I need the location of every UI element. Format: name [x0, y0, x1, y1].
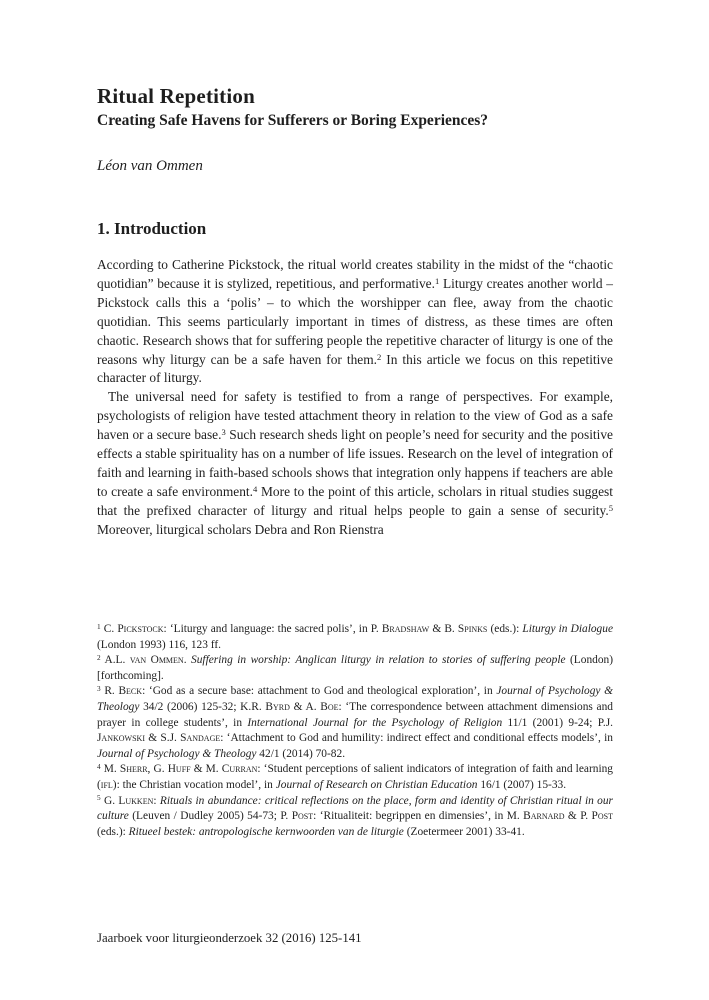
- text-segment: (London 1993) 116, 123 ff.: [97, 638, 222, 651]
- journal-footer: Jaarboek voor liturgieonderzoek 32 (2016) 125-141: [97, 931, 362, 945]
- section-heading-introduction: 1. Introduction: [97, 219, 207, 238]
- italic-title-text: Journal of Research on Christian Education: [275, 778, 478, 791]
- smallcaps-text: Jankowski: [97, 732, 145, 745]
- italic-title-text: International Journal for the Psychology of Religion: [247, 716, 503, 729]
- article-title: Ritual Repetition: [97, 84, 255, 108]
- smallcaps-text: Spinks: [457, 623, 488, 635]
- smallcaps-text: van Ommen: [129, 654, 184, 667]
- footnote-number: 3: [97, 685, 101, 694]
- smallcaps-text: Bradshaw: [381, 623, 430, 635]
- text-segment: (Zoetermeer 2001) 33-41.: [403, 825, 525, 838]
- smallcaps-text: Post: [291, 810, 314, 823]
- footnote-ref: 1: [434, 276, 440, 287]
- text-segment: C.: [103, 623, 118, 635]
- footnote: [97, 762, 613, 793]
- italic-title-text: Rituals in abundance: critical reflections on the place, form and identity of Christian ritual in our culture: [97, 794, 613, 823]
- text-segment: 42/1 (2014) 70-82.: [256, 747, 346, 760]
- text-segment: R.: [104, 685, 119, 698]
- text-segment: : ‘The correspondence between attachment dimensions and prayer in college students’, in: [97, 700, 613, 729]
- text-segment: (eds.):: [487, 623, 523, 635]
- text-segment: & A.: [289, 700, 321, 713]
- footnote-number: 2: [97, 653, 101, 662]
- italic-title-text: Liturgy in Dialogue: [522, 623, 613, 635]
- text-segment: A.L.: [104, 654, 130, 667]
- text-segment: : ‘Student perceptions of salient indicators of integration of faith and learning (: [97, 763, 613, 791]
- smallcaps-text: Pickstock: [117, 623, 164, 635]
- text-segment: & S.J.: [144, 732, 181, 745]
- smallcaps-text: Lukken: [118, 794, 154, 807]
- footnote: [97, 622, 613, 653]
- footnote-ref: 2: [376, 351, 382, 362]
- footnote-number: 4: [97, 763, 101, 772]
- smallcaps-text: Sherr: [119, 763, 148, 776]
- footnotes-block: [97, 622, 613, 840]
- text-segment: 34/2 (2006) 125-32; K.R.: [139, 700, 266, 713]
- paragraph: [97, 256, 613, 388]
- italic-title-text: Ritueel bestek: antropologische kernwoorden van de liturgie: [128, 825, 404, 838]
- smallcaps-text: ifl: [100, 778, 113, 791]
- text-segment: : ‘God as a secure base: attachment to God and theological exploration’, in: [142, 685, 497, 698]
- text-segment: Moreover, liturgical scholars Debra and Ron Rienstra: [97, 521, 384, 537]
- italic-title-text: Journal of Psychology & Theology: [97, 747, 257, 760]
- text-segment: (Leuven / Dudley 2005) 54-73; P.: [128, 810, 292, 823]
- footnote: [97, 794, 613, 841]
- text-segment: G.: [103, 794, 119, 807]
- text-segment: The universal need for safety is testified to from a range of perspectives. For example, psychologists of religion have tested attachment theory in relation to the view of God as a safe haven or a secure base.: [97, 389, 613, 443]
- smallcaps-text: Beck: [118, 685, 143, 698]
- smallcaps-text: Post: [591, 810, 613, 823]
- smallcaps-text: Barnard: [523, 810, 565, 823]
- italic-title-text: Suffering in worship: Anglican liturgy in relation to stories of suffering people: [191, 654, 566, 667]
- footnote: [97, 653, 613, 684]
- paragraph: [97, 388, 613, 539]
- text-segment: (eds.):: [97, 825, 129, 838]
- text-segment: ): the Christian vocation model’, in: [112, 778, 276, 791]
- text-segment: 11/1 (2001) 9-24; P.J.: [502, 716, 613, 729]
- text-segment: & M.: [190, 763, 222, 776]
- footnote-ref: 3: [221, 427, 226, 438]
- text-segment: :: [153, 794, 160, 807]
- text-segment: According to Catherine Pickstock, the ritual world creates stability in the midst of the “chaotic quotidian” because it is stylized, repetitious, and performative.: [97, 257, 613, 291]
- smallcaps-text: Byrd: [265, 700, 290, 713]
- footnote-ref: 4: [252, 484, 258, 495]
- smallcaps-text: Sandage: [180, 732, 221, 745]
- text-segment: & B.: [429, 623, 458, 635]
- smallcaps-text: Huff: [167, 763, 191, 776]
- text-segment: Liturgy creates another world – Pickstock calls this a ‘polis’ – to which the worshipper can flee, away from the chaotic quotidian. This seems particularly important in times of distress, as these times are often chaotic. Research shows that for suffering people the repetitive character of liturgy is one of the reasons why liturgy can be a safe haven for them.: [97, 275, 613, 367]
- footnote-number: 1: [97, 622, 101, 631]
- text-segment: (London) [forthcoming].: [97, 654, 614, 682]
- text-segment: , G.: [147, 763, 168, 776]
- smallcaps-text: Curran: [221, 763, 258, 776]
- italic-title-text: Journal of Psychology & Theology: [97, 685, 613, 713]
- article-author: Léon van Ommen: [97, 158, 203, 174]
- text-segment: : ‘Attachment to God and humility: indirect effect and conditional effects models’, in: [220, 732, 613, 745]
- text-segment: More to the point of this article, scholars in ritual studies suggest that the prefixed character of liturgy and ritual helps people to gain a sense of security.: [97, 483, 613, 518]
- text-segment: Such research sheds light on people’s need for security and the positive effects a stable spirituality has on a number of life issues. Research on the level of integration of faith and learning in faith-based schools shows that integration only happens if teachers are able to create a safe environment.: [97, 427, 613, 499]
- article-content: [97, 84, 613, 540]
- smallcaps-text: Boe: [320, 700, 339, 713]
- text-segment: : ‘Liturgy and language: the sacred polis’, in P.: [163, 623, 382, 635]
- text-segment: M.: [103, 763, 120, 776]
- body-paragraphs: [97, 256, 613, 540]
- text-segment: In this article we focus on this repetitive character of liturgy.: [97, 351, 613, 386]
- footnote-number: 5: [97, 794, 101, 803]
- footnote: [97, 684, 613, 762]
- text-segment: .: [183, 654, 192, 667]
- text-segment: : ‘Ritualiteit: begrippen en dimensies’, in M.: [313, 810, 524, 823]
- text-segment: 16/1 (2007) 15-33.: [477, 778, 567, 791]
- footnote-ref: 5: [608, 502, 613, 513]
- text-segment: & P.: [564, 810, 592, 823]
- article-subtitle: Creating Safe Havens for Sufferers or Boring Experiences?: [97, 112, 489, 129]
